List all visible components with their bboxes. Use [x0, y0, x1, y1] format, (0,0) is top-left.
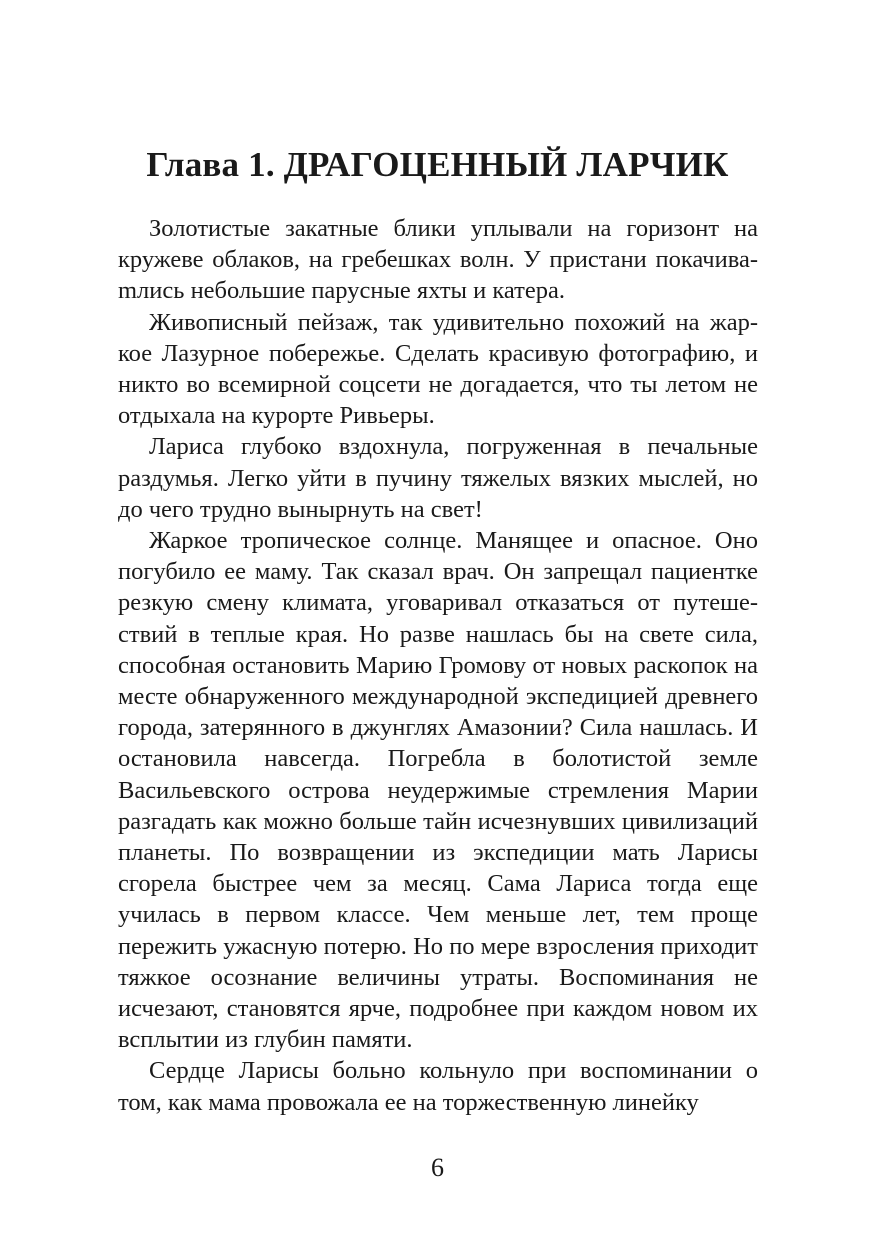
paragraph: Лариса глубоко вздохнула, погруженная в печальные раздумья. Легко уйти в пучину тяжелых вязких мыслей, но до чего трудно вынырнуть на свет!: [118, 433, 758, 523]
paragraph: Золотистые закатные блики уплывали на горизонт на кружеве облаков, на гребешках волн. У пристани покачиваmлись небольшие парусные яхты и катера.: [118, 215, 758, 305]
chapter-title: Глава 1. ДРАГОЦЕННЫЙ ЛАРЧИК: [146, 145, 729, 184]
page-number: 6: [431, 1153, 444, 1182]
paragraph: Сердце Ларисы больно кольнуло при воспоминании о том, как мама провожала ее на торжественную линейку: [118, 1057, 758, 1116]
chapter-body: [118, 213, 758, 1118]
paragraph: Жаркое тропическое солнце. Манящее и опасное. Оно погубило ее маму. Так сказал врач. Он запрещал пациентке резкую смену климата, уговаривал отказаться от путешествий в теплые края. Но разве нашлась бы на свете сила, способная остановить Марию Громову от новых раскопок на месте обнаруженного международной экспедицией древнего города, затерянного в джунглях Амазонии? Сила нашлась. И остановила навсегда. Погребла в болотистой земле Васильевского острова неудержимые стремления Марии разгадать как можно больше тайн исчезнувших цивилизаций планеты. По возвращении из экспедиции мать Ларисы сгорела быстрее чем за месяц. Сама Лариса тогда еще училась в первом классе. Чем меньше лет, тем проще пережить ужасную потерю. Но по мере взросления приходит тяжкое осознание величины утраты. Воспоминания не исчезают, становятся ярче, подробнее при каждом новом их всплытии из глубин памяти.: [118, 527, 758, 1054]
paragraph: Живописный пейзаж, так удивительно похожий на жаркое Лазурное побережье. Сделать красивую фотографию, и никто во всемирной соцсети не догадается, что ты летом не отдыхала на курорте Ривьеры.: [118, 308, 758, 430]
